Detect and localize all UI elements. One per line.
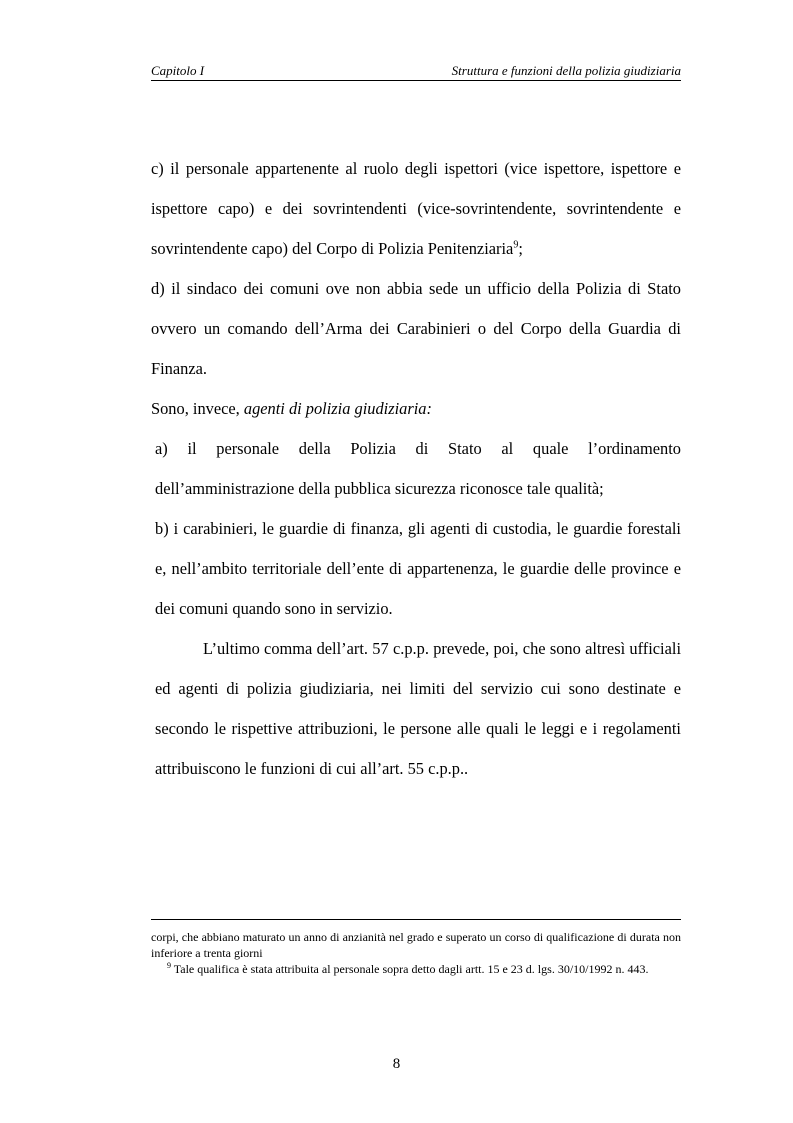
chapter-label: Capitolo I	[151, 63, 205, 78]
agents-intro	[151, 389, 681, 429]
agents-intro-italic: agenti di polizia giudiziaria:	[243, 399, 432, 418]
running-header	[151, 62, 681, 81]
final-paragraph: L’ultimo comma dell’art. 57 c.p.p. prevede, poi, che sono altresì ufficiali ed agenti di polizia giudiziaria, nei limiti del servizio cui sono destinate e secondo le rispettive attribuzioni, le persone alle quali le leggi e i regolamenti attribuiscono le funzioni di cui all’art. 55 c.p.p..	[155, 639, 681, 778]
list-item-d: d) il sindaco dei comuni ove non abbia sede un ufficio della Polizia di Stato ovvero un comando dell’Arma dei Carabinieri o del Corpo della Guardia di Finanza.	[151, 279, 681, 378]
footnote-9-mark: 9	[167, 961, 171, 970]
list-item-c	[151, 149, 681, 269]
page-number: 8	[392, 1056, 401, 1072]
agents-intro-text: Sono, invece,	[151, 399, 244, 418]
list-item-c-tail: ;	[518, 239, 523, 258]
footnote-9	[151, 961, 681, 977]
footnotes	[151, 929, 681, 977]
section-title: Struttura e funzioni della polizia giudiziaria	[451, 63, 681, 78]
footnote-continued: corpi, che abbiano maturato un anno di anzianità nel grado e superato un corso di qualificazione di durata non inferiore a trenta giorni	[151, 930, 681, 960]
list-item-a: a) il personale della Polizia di Stato al quale l’ordinamento dell’amministrazione della pubblica sicurezza riconosce tale qualità;	[155, 439, 681, 498]
footnote-9-text: Tale qualifica è stata attribuita al personale sopra detto dagli artt. 15 e 23 d. lgs. 30/10/1992 n. 443.	[171, 962, 649, 976]
main-text	[151, 149, 681, 789]
list-item-b: b) i carabinieri, le guardie di finanza, gli agenti di custodia, le guardie forestali e, nell’ambito territoriale dell’ente di appartenenza, le guardie delle province e dei comuni quando sono in servizio.	[155, 519, 681, 618]
footnote-ref-9: 9	[513, 239, 519, 251]
footnote-separator	[151, 919, 681, 920]
list-item-c-text: c) il personale appartenente al ruolo degli ispettori (vice ispettore, ispettore e ispettore capo) e dei sovrintendenti (vice-sovrintendente, sovrintendente e sovrintendente capo) del Corpo di Polizia Penitenziaria	[151, 159, 681, 258]
